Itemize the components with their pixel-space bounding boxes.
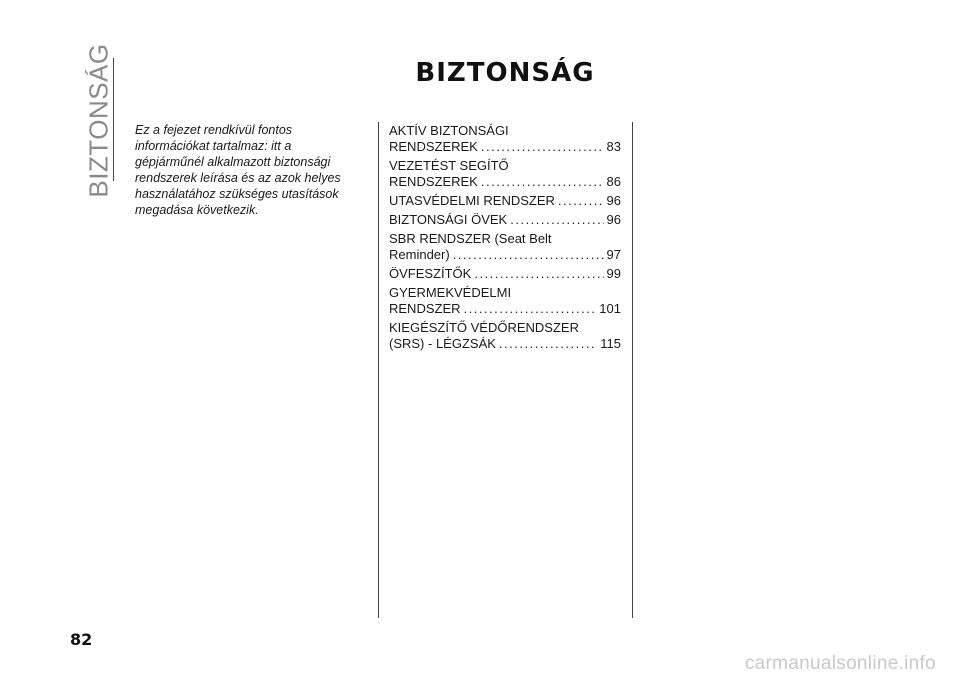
toc-entry-line1: SBR RENDSZER (Seat Belt <box>389 231 552 246</box>
toc-leader-dots <box>474 266 603 282</box>
toc-entry-line2: BIZTONSÁGI ÖVEK <box>389 212 508 227</box>
toc-entry-line1: GYERMEKVÉDELMI <box>389 285 512 300</box>
toc-leader-dots <box>510 212 603 228</box>
toc-entry-line2: RENDSZEREK <box>389 139 478 154</box>
toc-entry-page: 86 <box>606 174 621 189</box>
toc-entry-child-restraint[interactable] <box>389 285 621 317</box>
toc-entry-page: 83 <box>606 139 621 154</box>
toc-leader-dots <box>558 193 604 209</box>
toc-entry-page: 96 <box>606 193 621 208</box>
toc-entry-line2: RENDSZER <box>389 301 461 316</box>
chapter-intro: Ez a fejezet rendkívül fontos információkat tartalmaz: itt a gépjárműnél alkalmazott biztonsági rendszerek leírása és az azok helyes használatához szükséges utasítások megadása következik. <box>135 123 341 217</box>
toc-entry-page: 97 <box>606 247 621 262</box>
toc-leader-dots <box>499 336 597 352</box>
toc-leader-dots <box>481 139 604 155</box>
section-side-tab-label: BIZTONSÁG <box>83 42 114 198</box>
side-tab-rule <box>113 58 114 181</box>
toc-entry-line2: ÖVFESZÍTŐK <box>389 266 472 281</box>
toc-entry-line1: VEZETÉST SEGÍTŐ <box>389 158 509 173</box>
watermark: carmanualsonline.info <box>744 653 936 674</box>
toc-entry-line1: AKTÍV BIZTONSÁGI <box>389 123 509 138</box>
toc-entry-page: 96 <box>606 212 621 227</box>
table-of-contents <box>389 123 621 355</box>
toc-entry-line2: RENDSZEREK <box>389 174 478 189</box>
toc-entry-sbr-system[interactable] <box>389 231 621 263</box>
toc-entry-page: 115 <box>600 336 621 351</box>
toc-entry-pretensioners[interactable] <box>389 266 621 282</box>
toc-entry-page: 101 <box>599 301 621 316</box>
toc-leader-dots <box>453 247 604 263</box>
toc-entry-driver-assist[interactable] <box>389 158 621 190</box>
toc-entry-seat-belts[interactable] <box>389 212 621 228</box>
toc-entry-active-safety[interactable] <box>389 123 621 155</box>
toc-entry-line2: (SRS) - LÉGZSÁK <box>389 336 496 351</box>
section-side-tab <box>83 42 114 198</box>
toc-entry-line2: Reminder) <box>389 247 450 262</box>
toc-entry-page: 99 <box>606 266 621 281</box>
toc-entry-occupant-protection[interactable] <box>389 193 621 209</box>
page-number: 82 <box>70 630 93 649</box>
toc-leader-dots <box>464 301 597 317</box>
toc-left-rule <box>378 122 379 618</box>
toc-entry-airbags[interactable] <box>389 320 621 352</box>
toc-entry-line2: UTASVÉDELMI RENDSZER <box>389 193 555 208</box>
chapter-title: BIZTONSÁG <box>415 58 595 88</box>
toc-right-rule <box>632 122 633 618</box>
toc-entry-line1: KIEGÉSZÍTŐ VÉDŐRENDSZER <box>389 320 579 335</box>
toc-leader-dots <box>481 174 604 190</box>
